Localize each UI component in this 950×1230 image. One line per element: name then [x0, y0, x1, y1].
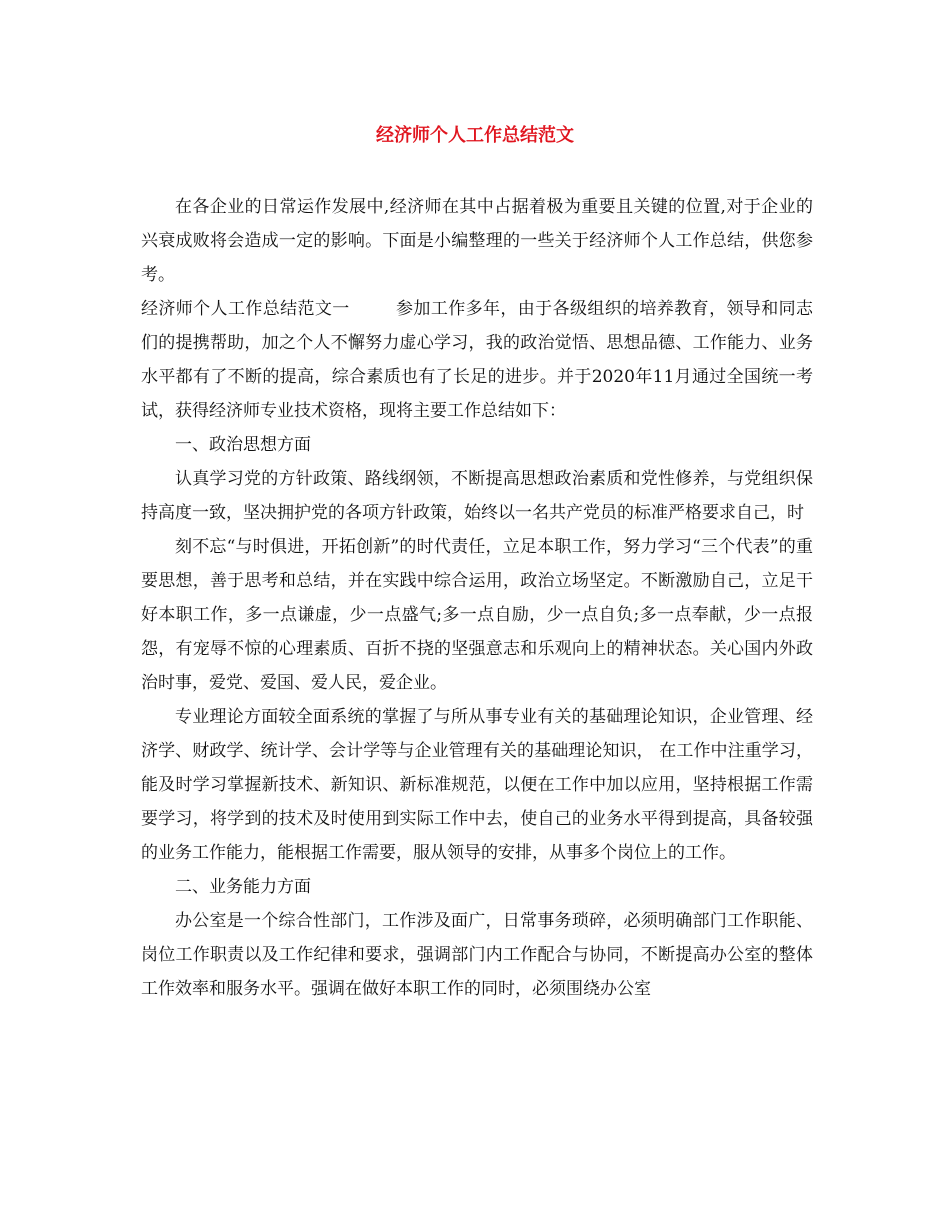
section-one-text: 参加工作多年，由于各级组织的培养教育，领导和同志们的提携帮助，加之个人不懈努力虚心学习，我的政治觉悟、思想品德、工作能力、业务水平都有了不断的提高，综合素质也有了长足的进步。并于2020年11月通过全国统一考试，获得经济师专业技术资格，现将主要工作总结如下：	[141, 299, 814, 421]
paragraph-intro: 在各企业的日常运作发展中,经济师在其中占据着极为重要且关键的位置,对于企业的兴衰成败将会造成一定的影响。下面是小编整理的一些关于经济师个人工作总结，供您参考。	[141, 197, 813, 285]
paragraph-theory: 专业理论方面较全面系统的掌握了与所从事专业有关的基础理论知识，企业管理、经济学、财政学、统计学、会计学等与企业管理有关的基础理论知识， 在工作中注重学习，能及时学习掌握新技术、新知识、新标准规范，以便在工作中加以应用，坚持根据工作需要学习，将学到的技术及时使用到实际工作中去，使自己的业务水平得到提高，具备较强的业务工作能力，能根据工作需要，服从领导的安排，从事多个岗位上的工作。	[141, 707, 813, 863]
heading-business: 二、业务能力方面	[175, 877, 311, 897]
document-title: 经济师个人工作总结范文	[376, 125, 574, 146]
paragraph-political-2: 刻不忘“与时俱进，开拓创新”的时代责任，立足本职工作，努力学习“三个代表”的重要思想，善于思考和总结，并在实践中综合运用，政治立场坚定。不断激励自己，立足干好本职工作，多一点谦虚，少一点盛气;多一点自励，少一点自负;多一点奉献，少一点报怨，有宠辱不惊的心理素质、百折不挠的坚强意志和乐观向上的精神状态。关心国内外政治时事，爱党、爱国、爱人民，爱企业。	[141, 537, 813, 693]
paragraph-political-1: 认真学习党的方针政策、路线纲领，不断提高思想政治素质和党性修养，与党组织保持高度一致，坚决拥护党的各项方针政策，始终以一名共产党员的标准严格要求自己，时	[141, 469, 813, 523]
paragraph-office: 办公室是一个综合性部门，工作涉及面广，日常事务琐碎，必须明确部门工作职能、岗位工作职责以及工作纪律和要求，强调部门内工作配合与协同，不断提高办公室的整体工作效率和服务水平。强调在做好本职工作的同时，必须围绕办公室	[141, 911, 813, 999]
heading-political: 一、政治思想方面	[175, 435, 311, 455]
heading-gap	[350, 299, 396, 319]
document-body	[141, 190, 813, 1006]
section-heading: 经济师个人工作总结范文一	[141, 299, 350, 319]
paragraph-section-one	[141, 292, 813, 428]
